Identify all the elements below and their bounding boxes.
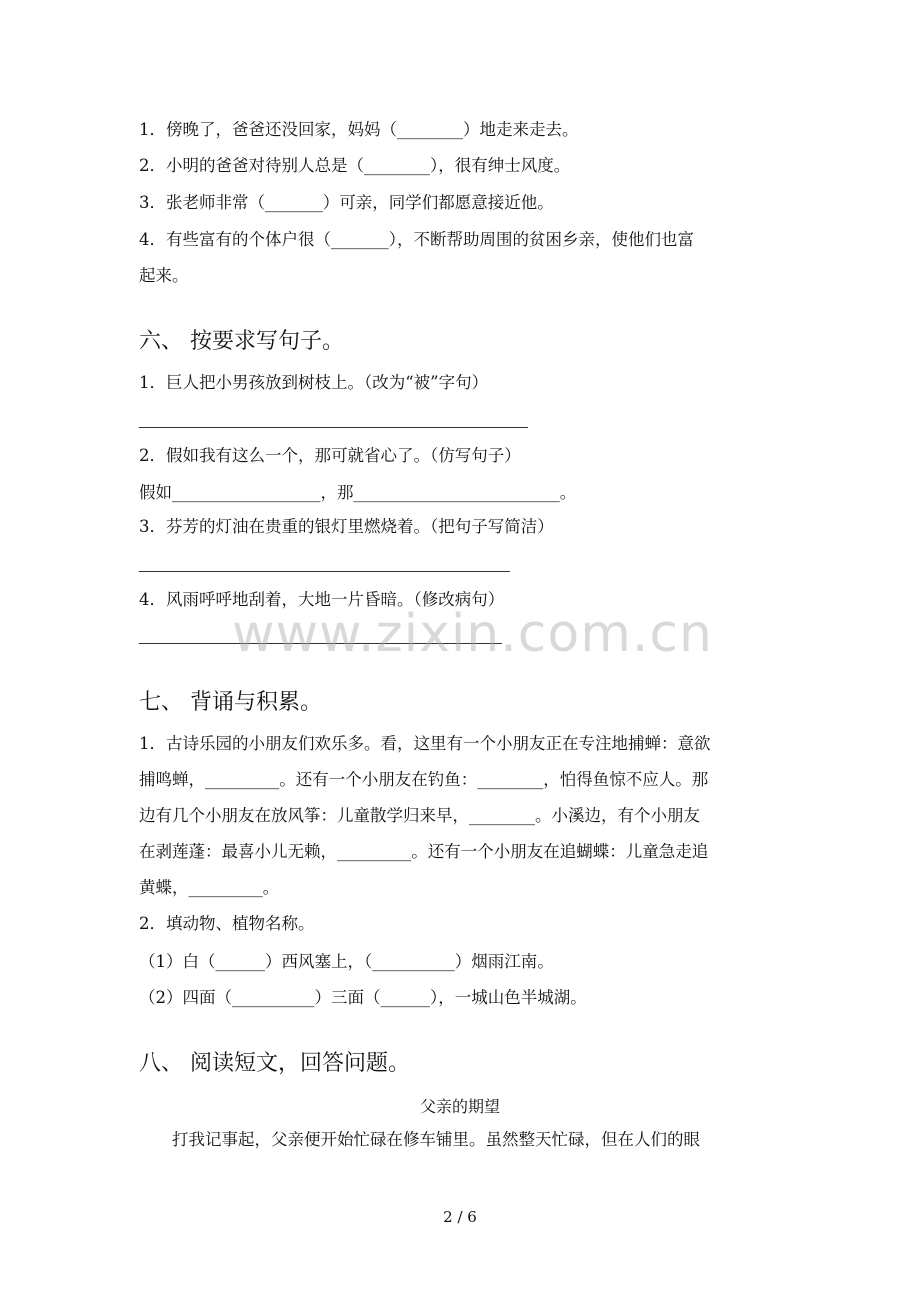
s6-q3: 3．芬芳的灯油在贵重的银灯里燃烧着。（把句子写简洁） <box>139 517 554 536</box>
page-number: 2 / 6 <box>443 1208 477 1226</box>
s6-q3-answer-line <box>139 571 510 572</box>
s7-q1-line-3: 边有几个小朋友在放风筝：儿童散学归来早，________。小溪边，有个小朋友 <box>139 806 700 825</box>
section8-heading: 八、 阅读短文，回答问题。 <box>139 1051 410 1076</box>
s7-q1-line-2: 捕鸣蝉，_________。还有一个小朋友在钓鱼：________，怕得鱼惊不应人。那 <box>139 770 709 789</box>
s5-item-4: 4．有些富有的个体户很（_______），不断帮助周围的贫困乡亲，使他们也富 <box>139 230 694 249</box>
s7-q2: 2．填动物、植物名称。 <box>139 914 315 933</box>
s6-q1: 1．巨人把小男孩放到树枝上。（改为“被”字句） <box>139 373 489 392</box>
s6-q2-template: 假如__________________，那_________________________。 <box>139 483 577 502</box>
s7-q1-line-5: 黄蝶，_________。 <box>139 878 280 897</box>
watermark-text: www.zixin.com.cn <box>232 604 713 664</box>
s6-q2: 2．假如我有这么一个，那可就省心了。（仿写句子） <box>139 446 521 465</box>
s7-q2-b: （2）四面（__________）三面（______），一城山色半城湖。 <box>139 988 587 1007</box>
s7-q1-line-1: 1．古诗乐园的小朋友们欢乐多。看，这里有一个小朋友正在专注地捕蝉：意欲 <box>139 734 711 753</box>
section6-heading: 六、 按要求写句子。 <box>139 329 344 354</box>
s5-item-3: 3．张老师非常（_______）可亲，同学们都愿意接近他。 <box>139 193 554 212</box>
s5-item-2: 2．小明的爸爸对待别人总是（________），很有绅士风度。 <box>139 156 571 175</box>
section7-heading: 七、 背诵与积累。 <box>139 690 322 715</box>
article-paragraph-line-1: 打我记事起，父亲便开始忙碌在修车铺里。虽然整天忙碌，但在人们的眼 <box>172 1130 700 1149</box>
article-title: 父亲的期望 <box>419 1097 500 1116</box>
s7-q2-a: （1）白（______）西风塞上，（__________）烟雨江南。 <box>139 952 554 971</box>
s7-q1-line-4: 在剥莲蓬：最喜小儿无赖，_________。还有一个小朋友在追蝴蝶：儿童急走追 <box>139 842 709 861</box>
s5-item-1: 1．傍晚了，爸爸还没回家，妈妈（________）地走来走去。 <box>139 120 579 139</box>
s6-q1-answer-line <box>139 427 528 428</box>
s5-item-4-cont: 起来。 <box>139 266 189 285</box>
s6-q4: 4．风雨呼呼地刮着，大地一片昏暗。（修改病句） <box>139 590 505 609</box>
